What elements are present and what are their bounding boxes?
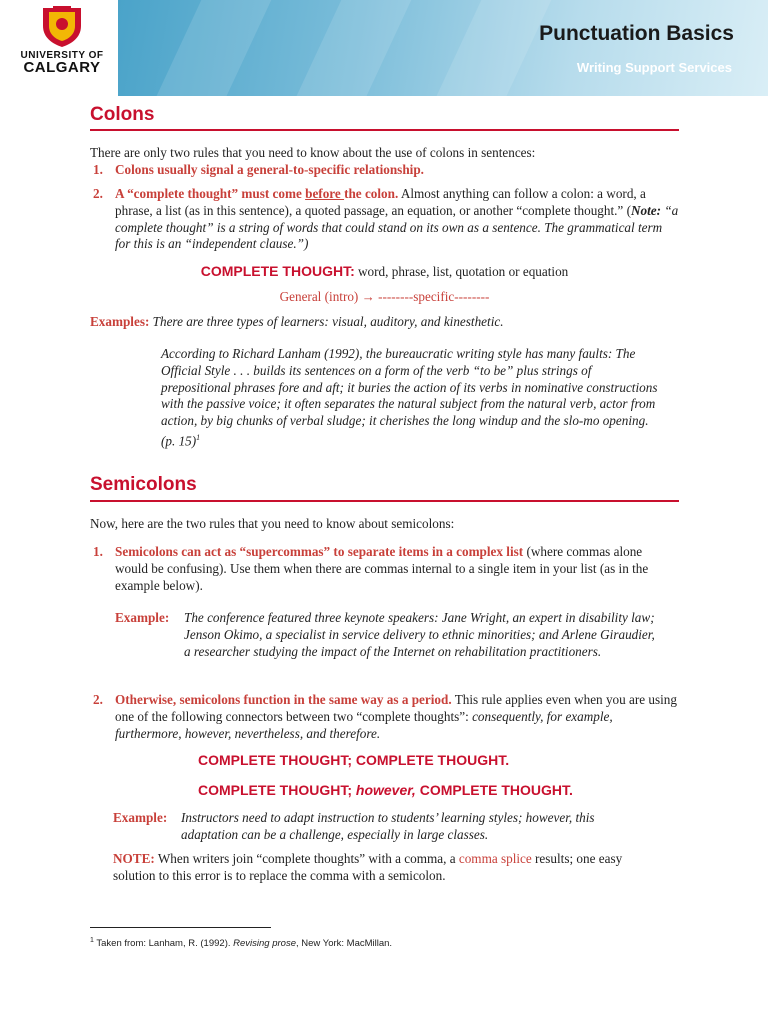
- semicolon-formula-2: [198, 782, 573, 799]
- logo-text-bottom: CALGARY: [23, 59, 101, 76]
- comma-splice-note: [113, 851, 653, 885]
- colon-rule-1: Colons usually signal a general-to-specific relationship.: [115, 162, 424, 177]
- formula-rest: word, phrase, list, quotation or equation: [354, 264, 569, 279]
- colon-examples: [90, 314, 690, 331]
- header-banner: [118, 0, 768, 96]
- note-text-b: results; one easy solution to this error is to replace the comma with a semicolon.: [113, 851, 623, 883]
- rule2-connectors: consequently, for example, furthermore, however, nevertheless, and therefore.: [115, 708, 613, 741]
- document-title: Punctuation Basics: [539, 22, 734, 45]
- rule2-before: before: [305, 186, 345, 201]
- formula-label: COMPLETE THOUGHT:: [200, 263, 355, 279]
- footnote-separator: [90, 927, 271, 928]
- quote-footnote-ref: 1: [196, 432, 201, 442]
- rule2-text: This rule applies even when you are using one of the following connectors between two “complete thoughts”:: [115, 692, 677, 724]
- semicolon-rule-1: [115, 544, 675, 594]
- footnote-text-b: , New York: MacMillan.: [295, 938, 393, 950]
- university-logo: [8, 4, 116, 88]
- rule1-red: Semicolons can act as “supercommas” to separate items in a complex list: [115, 544, 524, 559]
- example-label: Example:: [113, 810, 168, 825]
- comma-splice-term: comma splice: [458, 851, 532, 866]
- colon-rule-2: [115, 186, 680, 253]
- semicolon-example-1: The conference featured three keynote speakers: Jane Wright, an expert in disability law; Jenson Okimo, a specialist in service delivery to ethnic minorities; and Arlene Giraudier, a researcher studying the impact of the Internet on rehabilitation practitioners.: [184, 610, 655, 659]
- footnote-title: Revising prose: [233, 938, 296, 950]
- list-number: 1.: [93, 544, 103, 559]
- rule2-text: Almost anything can follow a colon: a word, a phrase, a list (as in this sentence), a quoted passage, an equation, or another “complete thought.” (: [115, 186, 646, 218]
- semicolon-formula-1: COMPLETE THOUGHT; COMPLETE THOUGHT.: [198, 752, 510, 768]
- colons-intro: There are only two rules that you need to know about the use of colons in sentences:: [90, 145, 536, 160]
- section-heading-semicolons: Semicolons: [90, 474, 197, 495]
- list-number: 2.: [93, 186, 103, 201]
- logo-text-top: UNIVERSITY OF: [20, 50, 104, 61]
- crest-icon: [39, 4, 85, 48]
- footnote-text-a: Taken from: Lanham, R. (1992).: [93, 938, 234, 950]
- section-heading-colons: Colons: [90, 104, 155, 125]
- examples-text: There are three types of learners: visual, auditory, and kinesthetic.: [149, 314, 504, 329]
- formula2-a: COMPLETE THOUGHT;: [198, 782, 356, 798]
- footnote-number: 1: [90, 937, 94, 944]
- rule1-text: (where commas alone would be confusing). Use them when there are commas internal to a single item in your list (as in the example below).: [115, 544, 649, 593]
- example-label: Example:: [115, 610, 170, 625]
- rule2-note-label: Note:: [630, 202, 662, 218]
- heading-rule: [90, 129, 679, 131]
- semicolon-example-2: Instructors need to adapt instruction to students’ learning styles; however, this adaptation can be a challenge, especially in large classes.: [181, 810, 595, 842]
- list-number: 2.: [93, 692, 103, 707]
- note-label: NOTE:: [113, 851, 155, 866]
- rule2-red-a: A “complete thought” must come: [115, 186, 306, 201]
- formula2-however: however,: [355, 782, 416, 798]
- quote-text: According to Richard Lanham (1992), the bureaucratic writing style has many faults: The Official Style . . . builds its sentences on a form of the verb “to be” plus strings of prepositional phrases fore and aft; it buries the action of its verbs in nominative constructions with the passive voice; it often separates the natural subject from the natural verb, actor from action, by big chunks of verbal sludge; it cherishes the long windup and the slo-mo opening. (p. 15): [161, 346, 658, 449]
- rule2-red-b: the colon.: [344, 186, 399, 201]
- footnote: [90, 937, 392, 949]
- semicolon-rule-2: [115, 692, 678, 742]
- document-subtitle: Writing Support Services: [576, 60, 732, 75]
- colon-formula: [90, 263, 679, 281]
- lanham-quote: [161, 346, 661, 450]
- general-to-specific: General (intro) → --------specific--------: [279, 289, 490, 304]
- rule2-note: “a complete thought” is a string of words that could stand on its own as a sentence. The grammatical term for this is an “independent clause.”): [115, 202, 679, 252]
- note-text-a: When writers join “complete thoughts” with a comma, a: [154, 851, 459, 866]
- list-number: 1.: [93, 162, 103, 177]
- formula2-b: COMPLETE THOUGHT.: [415, 782, 573, 798]
- examples-label: Examples:: [90, 314, 150, 329]
- rule2-red: Otherwise, semicolons function in the same way as a period.: [115, 692, 452, 707]
- semicolons-intro: Now, here are the two rules that you need to know about semicolons:: [90, 516, 455, 531]
- heading-rule: [90, 500, 679, 502]
